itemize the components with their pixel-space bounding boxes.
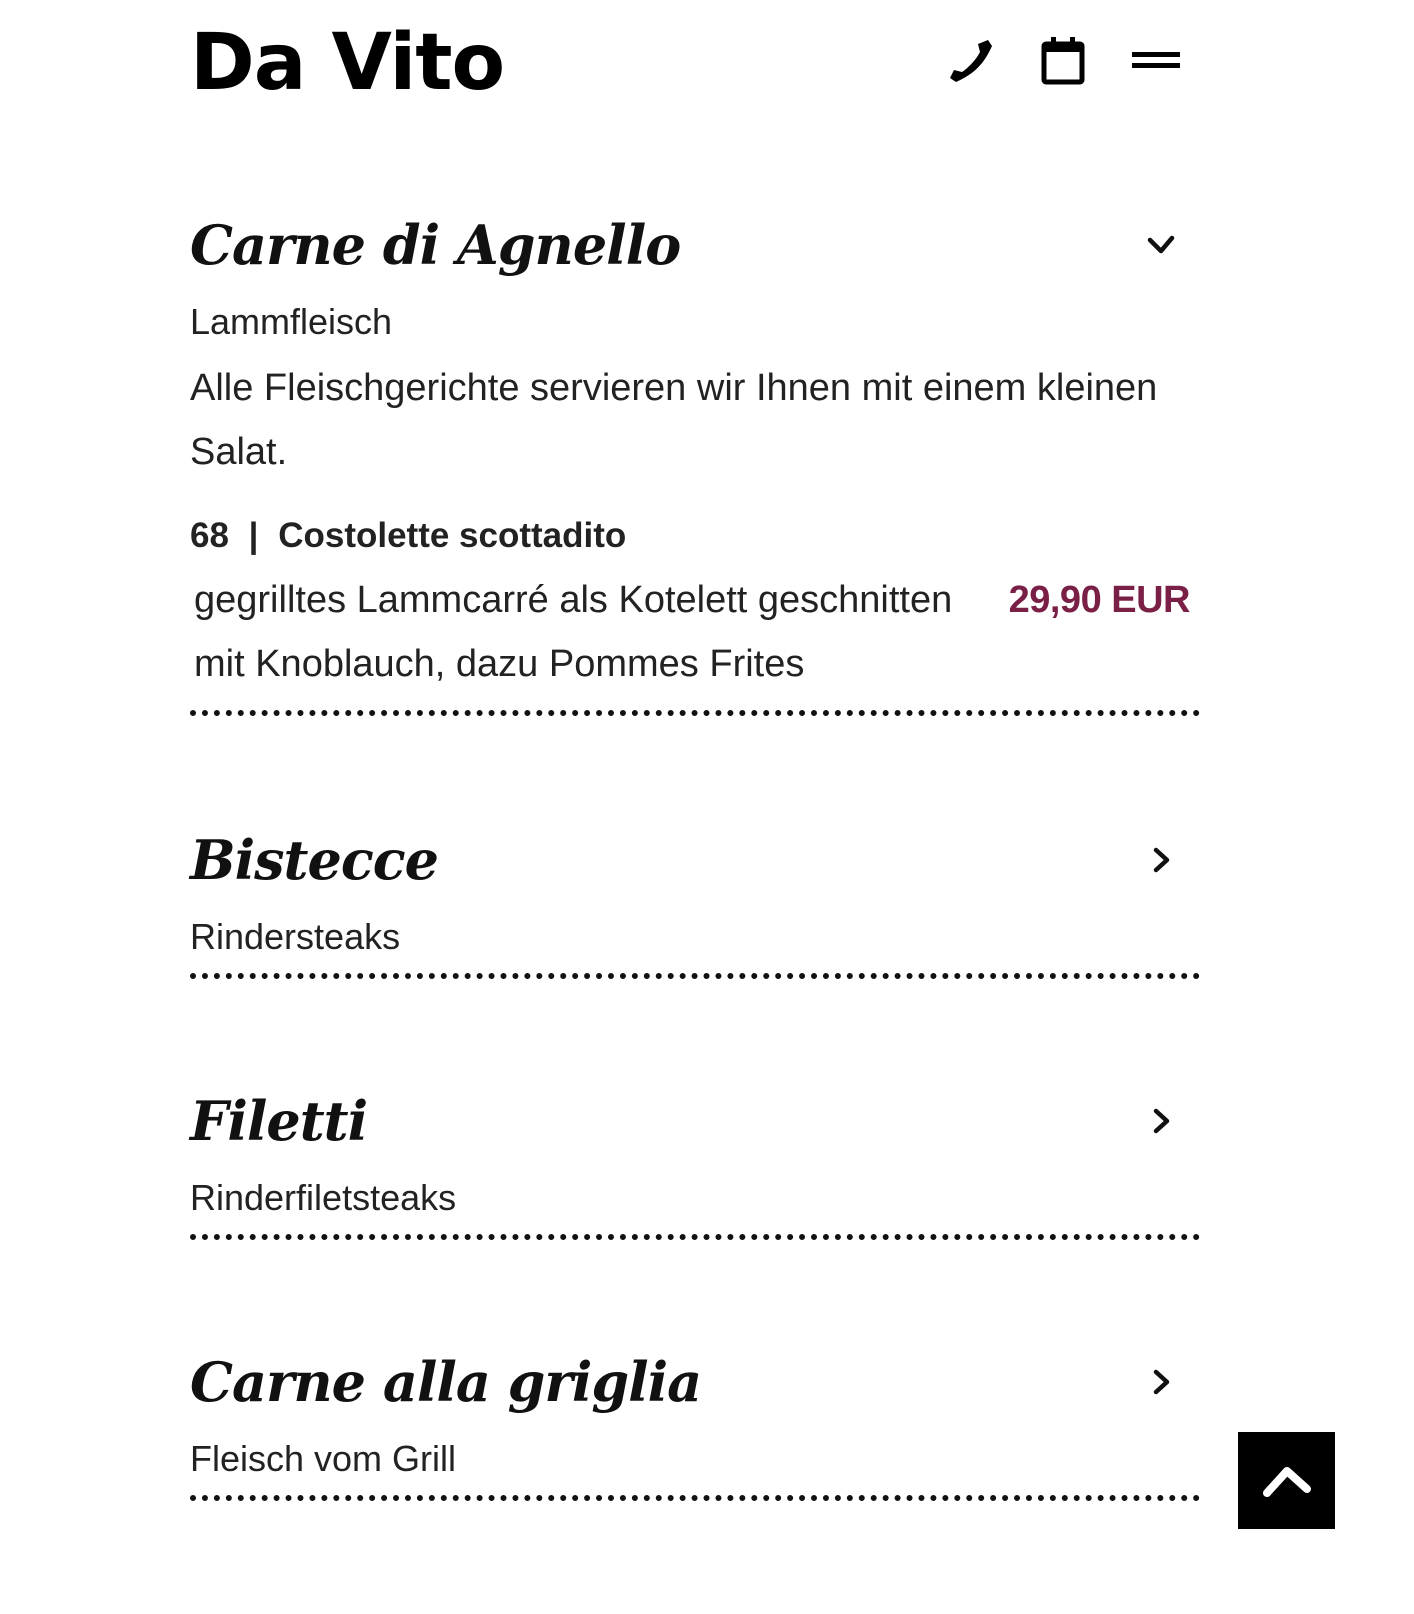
logo[interactable]: Da Vito (190, 18, 505, 108)
divider (190, 1495, 1200, 1501)
section-subtitle: Fleisch vom Grill (190, 1438, 457, 1479)
chevron-up-icon (1259, 1461, 1315, 1501)
dish-number: 68 (190, 516, 229, 555)
section-title: Filetti (190, 1089, 368, 1153)
dish-name: Costolette scottadito (278, 516, 627, 555)
section-header[interactable] (190, 200, 1200, 300)
dish-price: 29,90 EUR (1008, 579, 1190, 621)
section-title: Bistecce (190, 828, 438, 892)
menu-section-bistecce (190, 815, 1200, 979)
menu-section-filetti (190, 1076, 1200, 1240)
chevron-down-icon[interactable] (1144, 228, 1178, 262)
section-header[interactable] (190, 815, 1200, 915)
menu-section-carne-di-agnello (190, 200, 1200, 716)
section-description: Alle Fleischgerichte servieren wir Ihnen mit einem kleinen Salat. (190, 367, 1158, 473)
section-title: Carne alla griglia (190, 1350, 702, 1414)
dish-heading (190, 514, 1200, 558)
calendar-icon[interactable] (1035, 32, 1091, 88)
divider (190, 973, 1200, 979)
section-subtitle: Lammfleisch (190, 301, 393, 342)
dish-separator: | (248, 516, 259, 555)
section-header[interactable] (190, 1337, 1200, 1437)
dish-item (190, 514, 1200, 696)
menu-section-carne-alla-griglia (190, 1337, 1200, 1501)
dish-description: gegrilltes Lammcarré als Kotelett geschnitten mit Knoblauch, dazu Pommes Frites (194, 579, 953, 685)
dish-row (190, 568, 1200, 696)
chevron-right-icon[interactable] (1144, 843, 1178, 877)
menu-icon[interactable] (1128, 32, 1184, 88)
divider (190, 710, 1200, 716)
chevron-right-icon[interactable] (1144, 1365, 1178, 1399)
scroll-to-top-button[interactable] (1238, 1432, 1335, 1529)
section-subtitle: Rindersteaks (190, 916, 401, 957)
section-title: Carne di Agnello (190, 213, 681, 277)
divider (190, 1234, 1200, 1240)
chevron-right-icon[interactable] (1144, 1104, 1178, 1138)
section-subtitle: Rinderfiletsteaks (190, 1177, 457, 1218)
phone-icon[interactable] (942, 32, 998, 88)
section-header[interactable] (190, 1076, 1200, 1176)
header (190, 18, 1200, 108)
